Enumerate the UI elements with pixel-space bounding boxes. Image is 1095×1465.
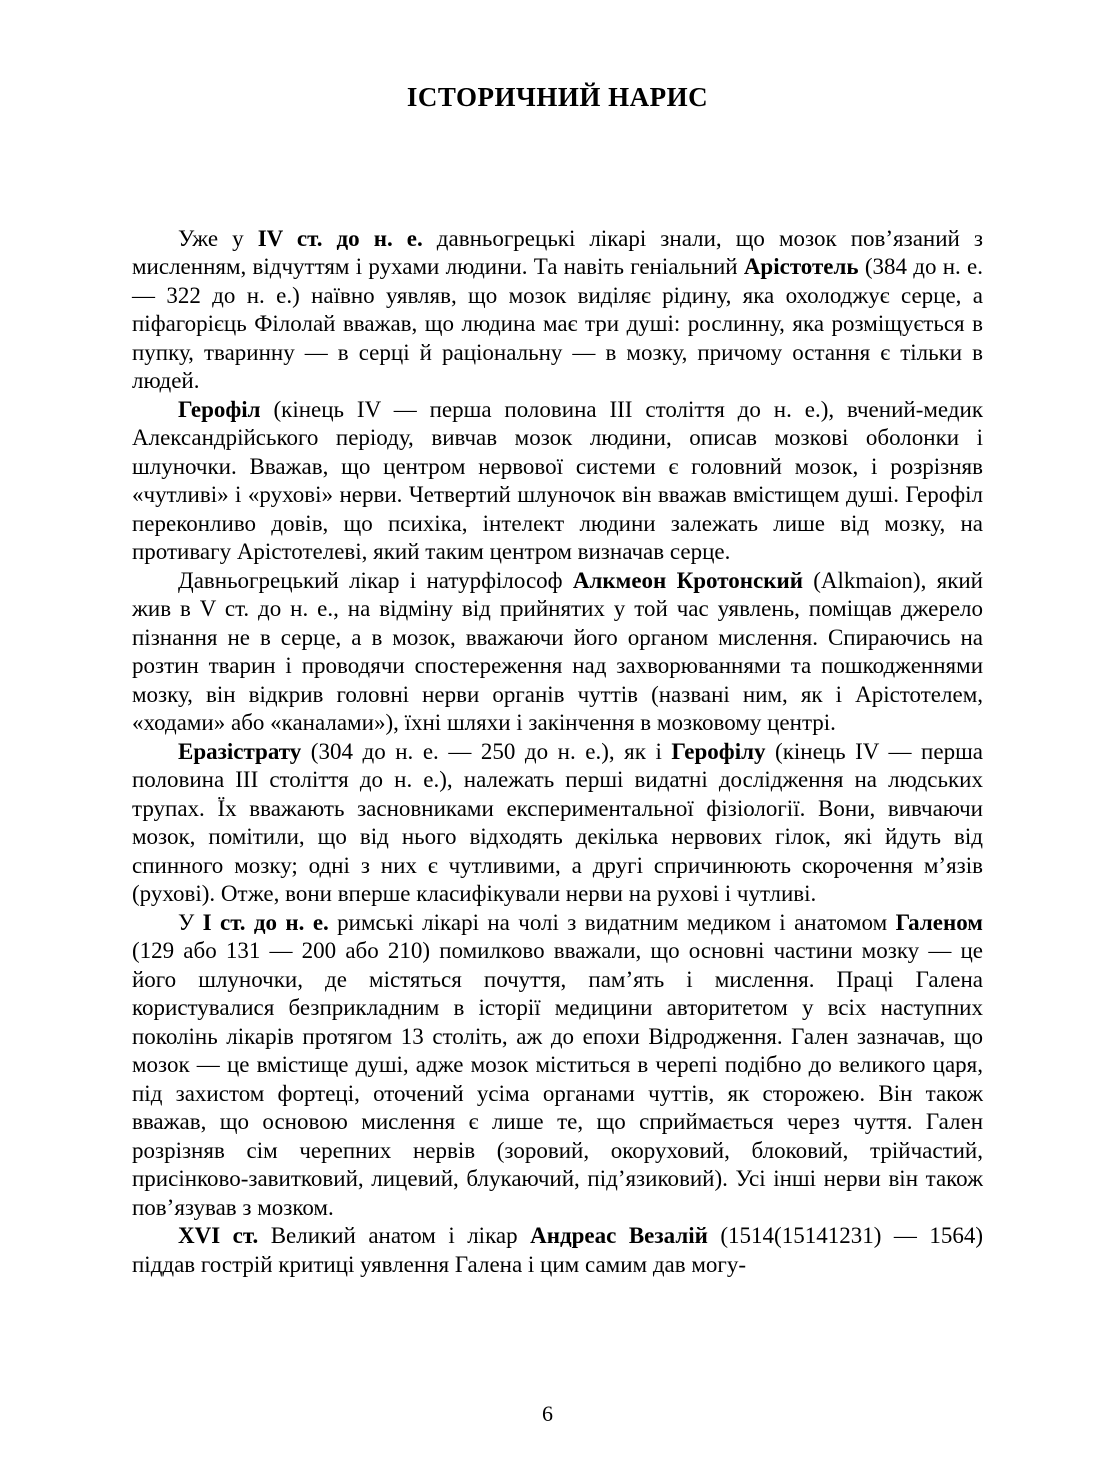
text-segment: Давньогрецький лікар і натурфілософ xyxy=(178,567,573,593)
text-segment: Андреас Везалій xyxy=(530,1223,708,1249)
text-segment: римські лікарі на чолі з видатним медиком і анатомом xyxy=(328,909,896,935)
paragraph-herophilos xyxy=(132,396,983,567)
paragraph-vesalius xyxy=(132,1222,983,1279)
text-segment: (кінець IV — перша половина III століття до н. е.), вчений-медик Александрійського періоду, вивчав мозок людини, описав мозкові оболонки і шлуночки. Вважав, що центром нервової системи є головний мозок, і розрізняв «чутливі» і «рухові» нерви. Четвертий шлуночок він вважав вмістищем душі. Герофіл переконливо довів, що психіка, інтелект людини залежать лише від мозку, на противагу Арістотелеві, який таким центром визначав серце. xyxy=(132,396,983,565)
text-segment: Великий анатом і лікар xyxy=(258,1223,531,1249)
text-segment: I ст. до н. е. xyxy=(202,909,329,935)
text-segment: XVI ст. xyxy=(178,1223,259,1249)
text-segment: (384 до н. е. — 322 до н. е.) наївно уявляв, що мозок виділяє рідину, яка охолоджує серце, а піфагорієць Філолай вважав, що людина має три душі: рослинну, яка розміщується в пупку, тваринну — в серці й раціональну — в мозку, причому остання є тільки в людей. xyxy=(132,254,983,394)
text-segment: (кінець IV — перша половина III століття до н. е.), належать перші видатні дослідження на людських трупах. Їх вважають засновниками експериментальної фізіології. Вони, вивчаючи мозок, помітили, що від нього відходять декілька нервових гілок, які йдуть від спинного мозку; одні з них є чутливими, а другі спричинюють скорочення м’язів (рухові). Отже, вони вперше класифікували нерви на рухові і чутливі. xyxy=(132,738,983,907)
paragraph-galen xyxy=(132,909,983,1223)
text-segment: Герофіл xyxy=(178,396,261,422)
text-segment: Уже у xyxy=(178,225,258,251)
text-segment: (304 до н. е. — 250 до н. е.), як і xyxy=(301,738,672,764)
paragraph-erasistratus xyxy=(132,738,983,909)
document-body xyxy=(132,225,983,1280)
text-segment: давньогрецькі лікарі знали, що мозок пов’язаний з мисленням, відчуттям і рухами людини. Та навіть геніальний xyxy=(132,225,983,280)
paragraph-intro-ancient-greeks xyxy=(132,225,983,396)
text-segment: (129 або 131 — 200 або 210) помилково вважали, що основні частини мозку — це його шлуночки, де містяться почуття, пам’ять і мислення. Праці Галена користувалися безприкладним в історії медицини авторитетом у всіх наступних поколінь лікарів протягом 13 століть, аж до епохи Відродження. Гален зазначав, що мозок — це вмістище душі, адже мозок міститься в черепі подібно до великого царя, під захистом фортеці, оточений усіма органами чуттів, як сторожею. Він також вважав, що основою мислення є лише те, що сприймається через чуття. Гален розрізняв сім черепних нервів (зоровий, окоруховий, блоковий, трійчастий, присінково-завитковий, лицевий, блукаючий, під’язиковий). Усі інші нерви він також пов’язував з мозком. xyxy=(132,938,983,1220)
text-segment: IV ст. до н. е. xyxy=(257,225,423,251)
page-title: ІСТОРИЧНИЙ НАРИС xyxy=(406,82,709,112)
paragraph-alcmaeon xyxy=(132,567,983,738)
text-segment: Арістотель xyxy=(743,254,859,280)
text-segment: (Alkmaion), який жив в V ст. до н. е., на відміну від прийнятих у той час уявлень, поміщав джерело пізнання не в серце, а в мозок, вважаючи його органом мислення. Спираючись на розтин тварин і проводячи спостереження над захворюваннями та пошкодженнями мозку, він відкрив головні нерви органів чуттів (названі ним, як і Арістотелем, «ходами» або «каналами»), їхні шляхи і закінчення в мозковому центрі. xyxy=(132,567,983,736)
text-segment: Еразістрату xyxy=(178,738,302,764)
text-segment: Галеном xyxy=(895,909,983,935)
text-segment: У xyxy=(178,909,203,935)
text-segment: Герофілу xyxy=(671,738,766,764)
page-number: 6 xyxy=(542,1401,553,1426)
text-segment: (1514(15141231) — 1564) піддав гострій критиці уявлення Галена і цим самим дав могу- xyxy=(132,1223,984,1277)
text-segment: Алкмеон Кротонский xyxy=(572,567,803,593)
